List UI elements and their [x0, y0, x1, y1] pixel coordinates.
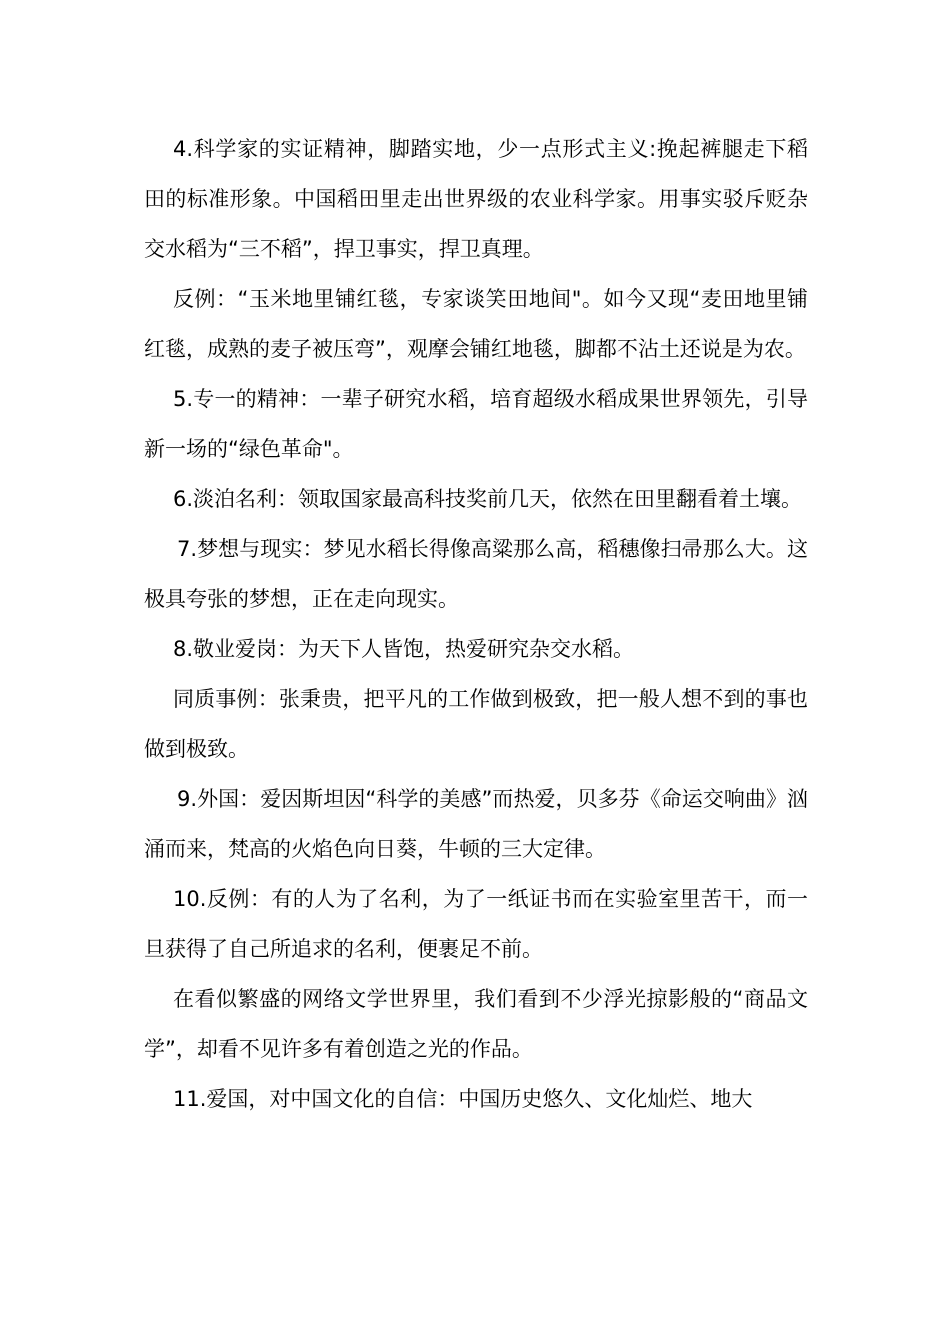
paragraph-7-dream-and-reality: 7.梦想与现实：梦见水稻长得像高粱那么高，稻穗像扫帚那么大。这极具夸张的梦想，正在走向现实。	[144, 537, 808, 611]
paragraph-similar-example: 同质事例：张秉贵，把平凡的工作做到极致，把一般人想不到的事也做到极致。	[144, 687, 808, 761]
paragraph-9-foreign-examples: 9.外国：爱因斯坦因“科学的美感”而热爱，贝多芬《命运交响曲》汹涌而来，梵高的火焰色向日葵，牛顿的三大定律。	[144, 787, 808, 861]
paragraph-8-devotion-to-work: 8.敬业爱岗：为天下人皆饱，热爱研究杂交水稻。	[173, 637, 635, 661]
paragraph-5-dedication: 5.专一的精神：一辈子研究水稻，培育超级水稻成果世界领先，引导新一场的“绿色革命"。	[144, 387, 808, 461]
paragraph-4-scientist-spirit: 4.科学家的实证精神，脚踏实地，少一点形式主义:挽起裤腿走下稻田的标准形象。中国稻田里走出世界级的农业科学家。用事实驳斥贬杂交水稻为“三不稻”，捍卫事实，捍卫真理。	[144, 137, 808, 261]
document-body	[144, 124, 808, 1124]
paragraph-6-indifference-to-fame: 6.淡泊名利：领取国家最高科技奖前几天，依然在田里翻看着土壤。	[173, 487, 803, 511]
paragraph-network-literature: 在看似繁盛的网络文学世界里，我们看到不少浮光掠影般的“商品文学”，却看不见许多有着创造之光的作品。	[144, 987, 808, 1061]
paragraph-11-patriotism: 11.爱国，对中国文化的自信：中国历史悠久、文化灿烂、地大	[173, 1087, 753, 1111]
paragraph-10-counter-example: 10.反例：有的人为了名利，为了一纸证书而在实验室里苦干，而一旦获得了自己所追求的名利，便裹足不前。	[144, 887, 808, 961]
paragraph-counter-example-red-carpet: 反例：“玉米地里铺红毯，专家谈笑田地间"。如今又现“麦田地里铺红毯，成熟的麦子被压弯”，观摩会铺红地毯，脚都不沾土还说是为农。	[144, 287, 808, 361]
